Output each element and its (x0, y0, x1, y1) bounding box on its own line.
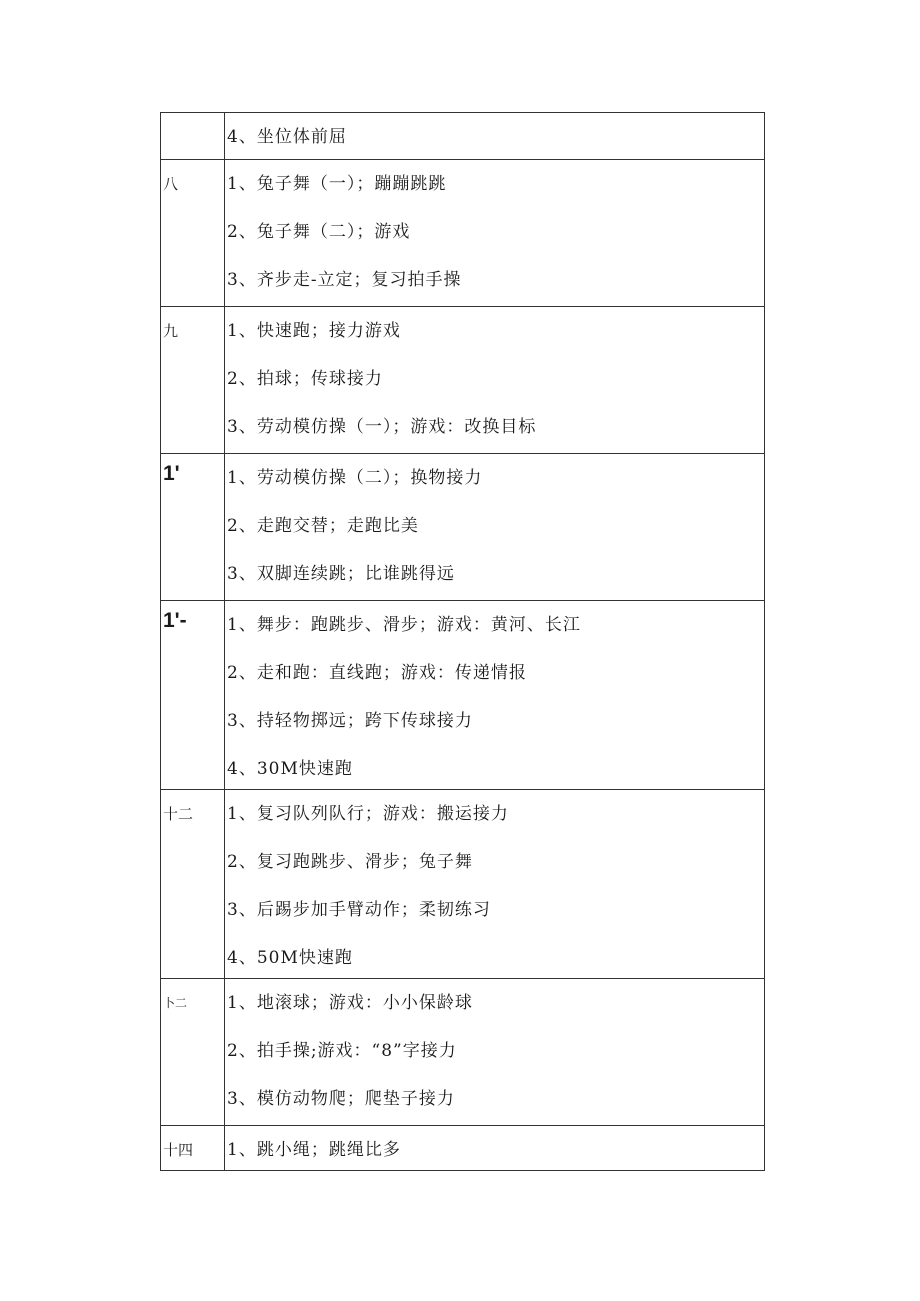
lesson-item: 3、齐步走-立定；复习拍手操 (227, 270, 462, 290)
week-label: 1' (163, 462, 180, 485)
lesson-item: 1、地滚球；游戏：小小保龄球 (227, 993, 473, 1013)
lesson-item: 2、拍球；传球接力 (227, 369, 383, 389)
content-cell (225, 1126, 765, 1171)
lesson-item: 1、复习队列队行；游戏：搬运接力 (227, 804, 509, 824)
lesson-item: 2、拍手操;游戏：“8”字接力 (227, 1041, 457, 1061)
content-cell (225, 160, 765, 307)
lesson-item: 4、50M快速跑 (227, 948, 353, 968)
week-cell (161, 307, 225, 454)
lesson-item: 3、后踢步加手臂动作；柔韧练习 (227, 900, 491, 920)
lesson-item: 4、坐位体前屈 (227, 127, 347, 147)
content-cell (225, 454, 765, 601)
lesson-item: 1、快速跑；接力游戏 (227, 321, 401, 341)
lesson-item: 3、模仿动物爬；爬垫子接力 (227, 1089, 455, 1109)
lesson-item: 2、复习跑跳步、滑步；兔子舞 (227, 852, 473, 872)
table-row (161, 979, 765, 1126)
week-label: 九 (163, 322, 179, 340)
table-row (161, 454, 765, 601)
week-cell (161, 979, 225, 1126)
lesson-item: 3、劳动模仿操（一）；游戏：改换目标 (227, 417, 537, 437)
lesson-item: 1、兔子舞（一）；蹦蹦跳跳 (227, 174, 447, 194)
content-cell (225, 113, 765, 160)
lesson-item: 2、走跑交替；走跑比美 (227, 516, 419, 536)
content-cell (225, 790, 765, 979)
week-label: 八 (163, 175, 179, 193)
lesson-item: 3、双脚连续跳；比谁跳得远 (227, 564, 455, 584)
week-cell (161, 160, 225, 307)
week-cell (161, 1126, 225, 1171)
lesson-item: 2、走和跑：直线跑；游戏：传递情报 (227, 663, 527, 683)
content-cell (225, 601, 765, 790)
content-cell (225, 307, 765, 454)
week-cell (161, 601, 225, 790)
table-row (161, 113, 765, 160)
lesson-item: 4、30M快速跑 (227, 759, 353, 779)
lesson-item: 1、舞步：跑跳步、滑步；游戏：黄河、长江 (227, 615, 581, 635)
lesson-item: 3、持轻物掷远；跨下传球接力 (227, 711, 473, 731)
table-row (161, 307, 765, 454)
table-row (161, 160, 765, 307)
table-row (161, 601, 765, 790)
week-cell (161, 454, 225, 601)
week-label: 1'- (163, 609, 187, 632)
week-label: 十二 (163, 805, 194, 823)
week-label: 十四 (163, 1141, 194, 1159)
lesson-item: 2、兔子舞（二）；游戏 (227, 222, 411, 242)
lesson-item: 1、劳动模仿操（二）；换物接力 (227, 468, 483, 488)
week-label: 卜二 (163, 996, 188, 1010)
table-row (161, 1126, 765, 1171)
table-row (161, 790, 765, 979)
week-cell (161, 113, 225, 160)
week-cell (161, 790, 225, 979)
week-label (161, 113, 224, 127)
lesson-item: 1、跳小绳；跳绳比多 (227, 1140, 401, 1160)
content-cell (225, 979, 765, 1126)
lesson-schedule-table (160, 112, 765, 1171)
